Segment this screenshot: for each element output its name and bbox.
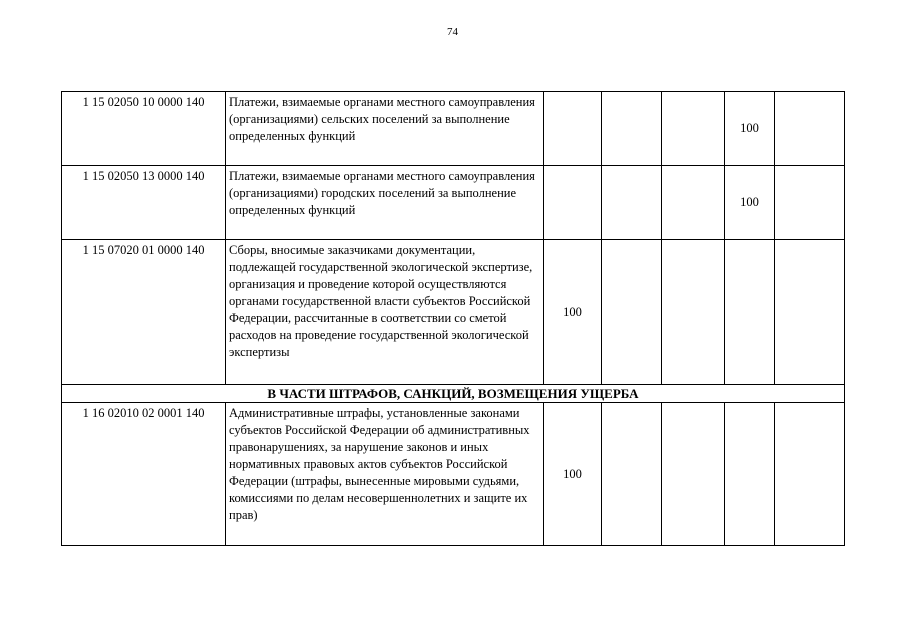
value-cell-3 (662, 166, 725, 240)
value-cell-4 (725, 403, 775, 546)
budget-classification-code: 1 15 07020 01 0000 140 (62, 240, 226, 385)
value-cell-2 (602, 403, 662, 546)
revenue-description: Платежи, взимаемые органами местного самоуправления (организациями) сельских поселений за выполнение определенных функций (226, 92, 544, 166)
value-cell-3 (662, 92, 725, 166)
table-row (62, 403, 845, 546)
value-cell-5 (775, 240, 845, 385)
revenue-description: Административные штрафы, установленные законами субъектов Российской Федерации об административных правонарушениях, за нарушение законов и иных нормативных правовых актов субъектов Российской Федерации (штрафы, вынесенные мировыми судьями, комиссиями по делам несовершеннолетних и защите их прав) (226, 403, 544, 546)
section-title: В ЧАСТИ ШТРАФОВ, САНКЦИЙ, ВОЗМЕЩЕНИЯ УЩЕРБА (62, 385, 845, 403)
revenue-description: Платежи, взимаемые органами местного самоуправления (организациями) городских поселений за выполнение определенных функций (226, 166, 544, 240)
value-cell-1 (544, 92, 602, 166)
table-row (62, 240, 845, 385)
budget-classification-code: 1 15 02050 10 0000 140 (62, 92, 226, 166)
value-cell-5 (775, 403, 845, 546)
value-cell-2 (602, 92, 662, 166)
value-cell-2 (602, 240, 662, 385)
revenue-distribution-table (61, 91, 845, 546)
value-cell-5 (775, 166, 845, 240)
value-cell-3 (662, 240, 725, 385)
value-cell-4 (725, 240, 775, 385)
value-cell-2 (602, 166, 662, 240)
value-cell-1: 100 (544, 240, 602, 385)
value-cell-1: 100 (544, 403, 602, 546)
table-row (62, 166, 845, 240)
value-cell-4: 100 (725, 166, 775, 240)
page-number: 74 (447, 26, 458, 38)
budget-classification-code: 1 16 02010 02 0001 140 (62, 403, 226, 546)
value-cell-1 (544, 166, 602, 240)
table-row (62, 92, 845, 166)
budget-classification-code: 1 15 02050 13 0000 140 (62, 166, 226, 240)
value-cell-5 (775, 92, 845, 166)
revenue-description: Сборы, вносимые заказчиками документации, подлежащей государственной экологической экспертизе, организация и проведение которой осуществляются органами государственной власти субъектов Российской Федерации, рассчитанные в соответствии со сметой расходов на проведение государственной экологической экспертизы (226, 240, 544, 385)
value-cell-3 (662, 403, 725, 546)
value-cell-4: 100 (725, 92, 775, 166)
section-header-row (62, 385, 845, 403)
